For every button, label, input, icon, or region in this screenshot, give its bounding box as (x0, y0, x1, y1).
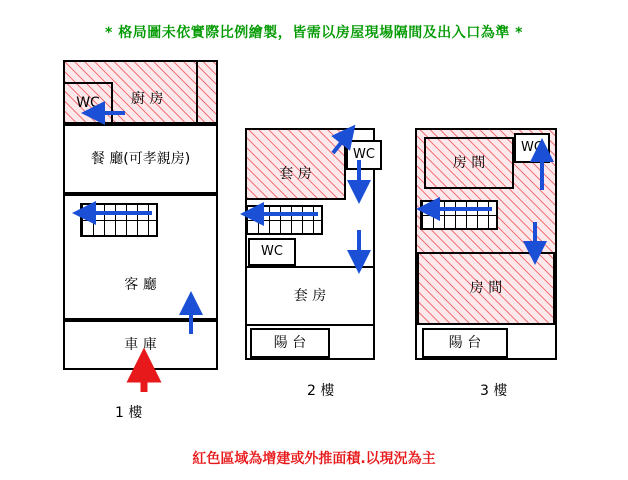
floor-1-dining-label: 餐 廳(可孝親房) (90, 150, 191, 167)
floor-1-kitchen-divider (196, 60, 198, 124)
floor-2-stairs (245, 205, 323, 235)
floor-1-garage (63, 320, 218, 370)
floor-2-suite-lower-label: 套 房 (293, 287, 327, 304)
floor-2-suite-lower (245, 266, 375, 326)
floor-1-wc-label: WC (76, 94, 100, 111)
floor-2-suite-upper (245, 128, 346, 200)
floor-2-label: 2 樓 (307, 383, 335, 399)
floor-3-room-upper-label: 房 間 (452, 154, 486, 171)
floor-1-garage-label: 車 庫 (124, 336, 157, 353)
floor-3-label: 3 樓 (480, 383, 508, 399)
floor-1-stairs-midline (82, 220, 156, 221)
floor-2-balcony-label: 陽 台 (273, 334, 307, 351)
floor-3-stairs-midline (422, 215, 496, 216)
floor-1-label: 1 樓 (115, 405, 143, 421)
floor-3-room-lower (417, 252, 555, 325)
floor-3-balcony-label: 陽 台 (448, 334, 482, 351)
floor-3-room-lower-label: 房 間 (469, 280, 503, 297)
floor-3-room-upper (424, 137, 514, 189)
floor-1-wc (63, 82, 113, 124)
top-note: * 格局圖未依實際比例繪製，皆需以房屋現場隔間及出入口為準 * (105, 25, 523, 41)
floor-2-suite-upper-label: 套 房 (279, 165, 312, 182)
floor-3-stairs (420, 200, 498, 230)
floor-3-balcony (422, 328, 508, 358)
floor-3-wc (514, 133, 550, 163)
floor-2-wc-upper-label: WC (353, 146, 375, 162)
floor-2-balcony (250, 328, 330, 358)
floor-1-stairs (80, 203, 158, 237)
floor-2-wc-upper (346, 140, 382, 170)
floor-1-living-label: 客 廳 (124, 276, 157, 293)
floor-2-wc-lower-label: WC (261, 243, 283, 259)
bottom-note: 紅色區域為增建或外推面積.以現況為主 (192, 451, 436, 467)
floor-3-wc-label: WC (521, 139, 543, 155)
floor-2-wc-lower (248, 238, 296, 266)
floor-2-stairs-midline (247, 220, 321, 221)
floor-1-dining (63, 124, 218, 194)
floor-1-kitchen-label: 廚 房 (131, 91, 164, 107)
